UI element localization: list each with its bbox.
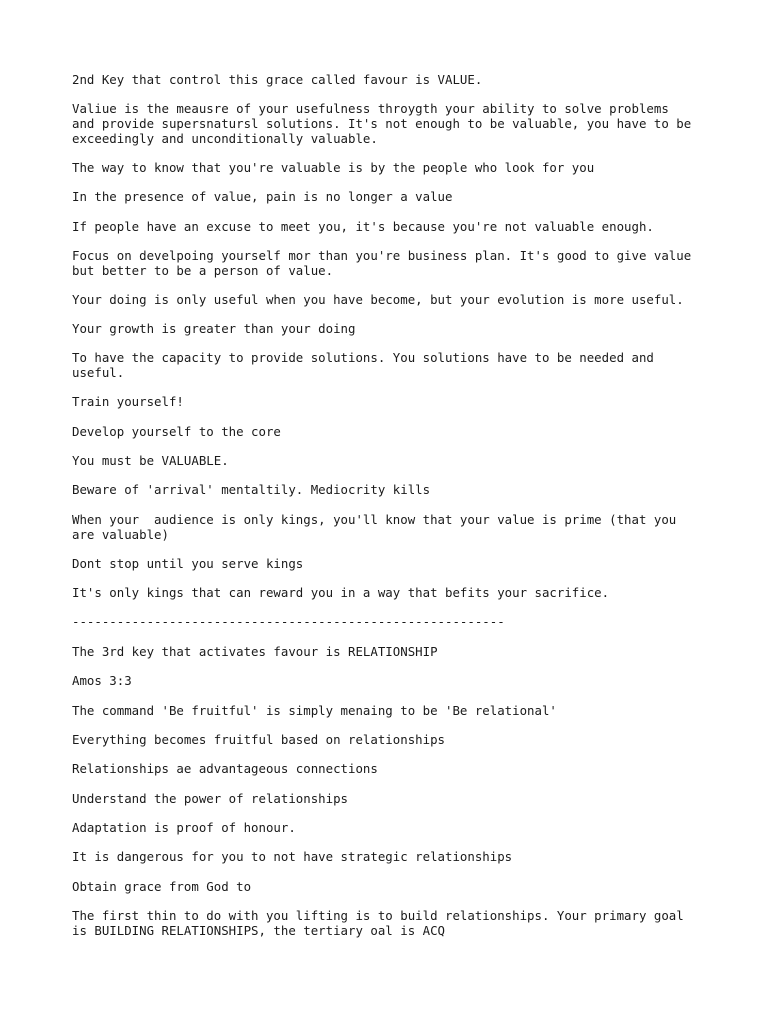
paragraph: The first thin to do with you lifting is to build relationships. Your primary goal is BUILDING RELATIONSHIPS, the tertiary oal is ACQ xyxy=(72,908,684,939)
divider-line: ---------------------------------------------------------- xyxy=(72,614,505,629)
paragraph: In the presence of value, pain is no longer a value xyxy=(72,189,453,204)
paragraph: Dont stop until you serve kings xyxy=(72,556,304,571)
paragraph: Amos 3:3 xyxy=(72,673,132,688)
paragraph: Understand the power of relationships xyxy=(72,791,349,806)
paragraph: Obtain grace from God to xyxy=(72,879,252,894)
paragraph: Adaptation is proof of honour. xyxy=(72,820,296,835)
paragraph: Focus on develpoing yourself mor than you're business plan. It's good to give value but better to be a person of value. xyxy=(72,248,692,279)
paragraph: Train yourself! xyxy=(72,394,184,409)
paragraph: When your audience is only kings, you'll know that your value is prime (that you are valuable) xyxy=(72,512,677,543)
paragraph: Valiue is the meausre of your usefulness throygth your ability to solve problems and provide supersnatursl solutions. It's not enough to be valuable, you have to be exceedingly and unconditionally valuable. xyxy=(72,101,692,147)
paragraph: Your growth is greater than your doing xyxy=(72,321,356,336)
paragraph: 2nd Key that control this grace called favour is VALUE. xyxy=(72,72,483,87)
paragraph: Your doing is only useful when you have become, but your evolution is more useful. xyxy=(72,292,684,307)
paragraph: Everything becomes fruitful based on relationships xyxy=(72,732,445,747)
paragraph: Develop yourself to the core xyxy=(72,424,281,439)
paragraph: The way to know that you're valuable is by the people who look for you xyxy=(72,160,595,175)
paragraph: You must be VALUABLE. xyxy=(72,453,229,468)
paragraph: It's only kings that can reward you in a way that befits your sacrifice. xyxy=(72,585,610,600)
paragraph: It is dangerous for you to not have strategic relationships xyxy=(72,849,513,864)
paragraph: The command 'Be fruitful' is simply menaing to be 'Be relational' xyxy=(72,703,557,718)
paragraph: Relationships ae advantageous connections xyxy=(72,761,378,776)
paragraph: If people have an excuse to meet you, it's because you're not valuable enough. xyxy=(72,219,654,234)
paragraph: To have the capacity to provide solutions. You solutions have to be needed and useful. xyxy=(72,350,654,381)
paragraph: Beware of 'arrival' mentaltily. Mediocrity kills xyxy=(72,482,431,497)
section-heading: The 3rd key that activates favour is RELATIONSHIP xyxy=(72,644,438,659)
